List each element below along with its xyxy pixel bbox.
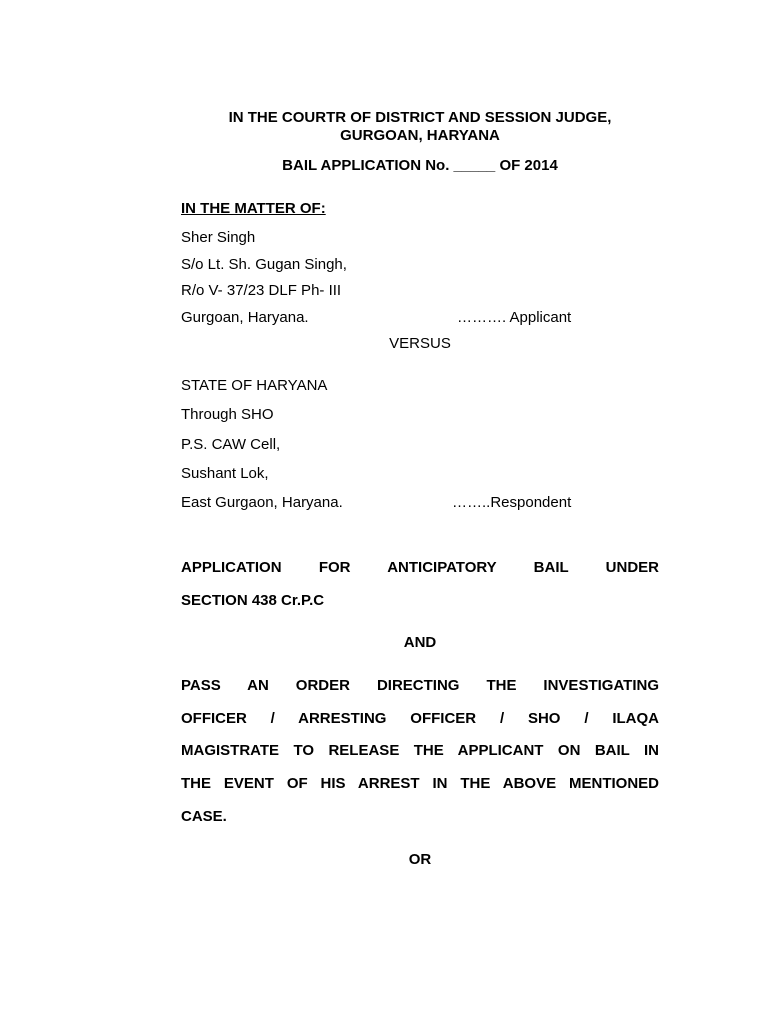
respondent-city: East Gurgaon, Haryana. bbox=[181, 494, 343, 511]
or-separator: OR bbox=[408, 851, 432, 868]
bail-application-number: BAIL APPLICATION No. _____ OF 2014 bbox=[282, 157, 558, 174]
prayer-line-2: OFFICER / ARRESTING OFFICER / SHO / ILAQA bbox=[181, 710, 659, 727]
applicant-city: Gurgoan, Haryana. bbox=[181, 309, 309, 326]
respondent-ps: P.S. CAW Cell, bbox=[181, 436, 281, 453]
prayer-line-5: CASE. bbox=[181, 808, 227, 825]
prayer-line-4: THE EVENT OF HIS ARREST IN THE ABOVE MENTIONED bbox=[181, 775, 659, 792]
court-title-line1: IN THE COURTR OF DISTRICT AND SESSION JUDGE, bbox=[228, 109, 612, 126]
court-title-line2: GURGOAN, HARYANA bbox=[340, 127, 500, 144]
applicant-label: ………. Applicant bbox=[457, 309, 572, 326]
respondent-label: ……..Respondent bbox=[452, 494, 572, 511]
respondent-name: STATE OF HARYANA bbox=[181, 377, 328, 394]
matter-heading: IN THE MATTER OF: bbox=[181, 200, 326, 217]
prayer-line-1: PASS AN ORDER DIRECTING THE INVESTIGATING bbox=[181, 677, 659, 694]
applicant-parentage: S/o Lt. Sh. Gugan Singh, bbox=[181, 256, 347, 273]
application-line-2: SECTION 438 Cr.P.C bbox=[181, 592, 325, 609]
respondent-through: Through SHO bbox=[181, 406, 274, 423]
application-line-1: APPLICATION FOR ANTICIPATORY BAIL UNDER bbox=[181, 559, 659, 576]
versus: VERSUS bbox=[389, 335, 451, 352]
applicant-name: Sher Singh bbox=[181, 229, 256, 246]
and-separator: AND bbox=[403, 634, 437, 651]
prayer-line-3: MAGISTRATE TO RELEASE THE APPLICANT ON BAIL IN bbox=[181, 742, 659, 759]
respondent-locality: Sushant Lok, bbox=[181, 465, 269, 482]
applicant-address: R/o V- 37/23 DLF Ph- III bbox=[181, 282, 342, 299]
